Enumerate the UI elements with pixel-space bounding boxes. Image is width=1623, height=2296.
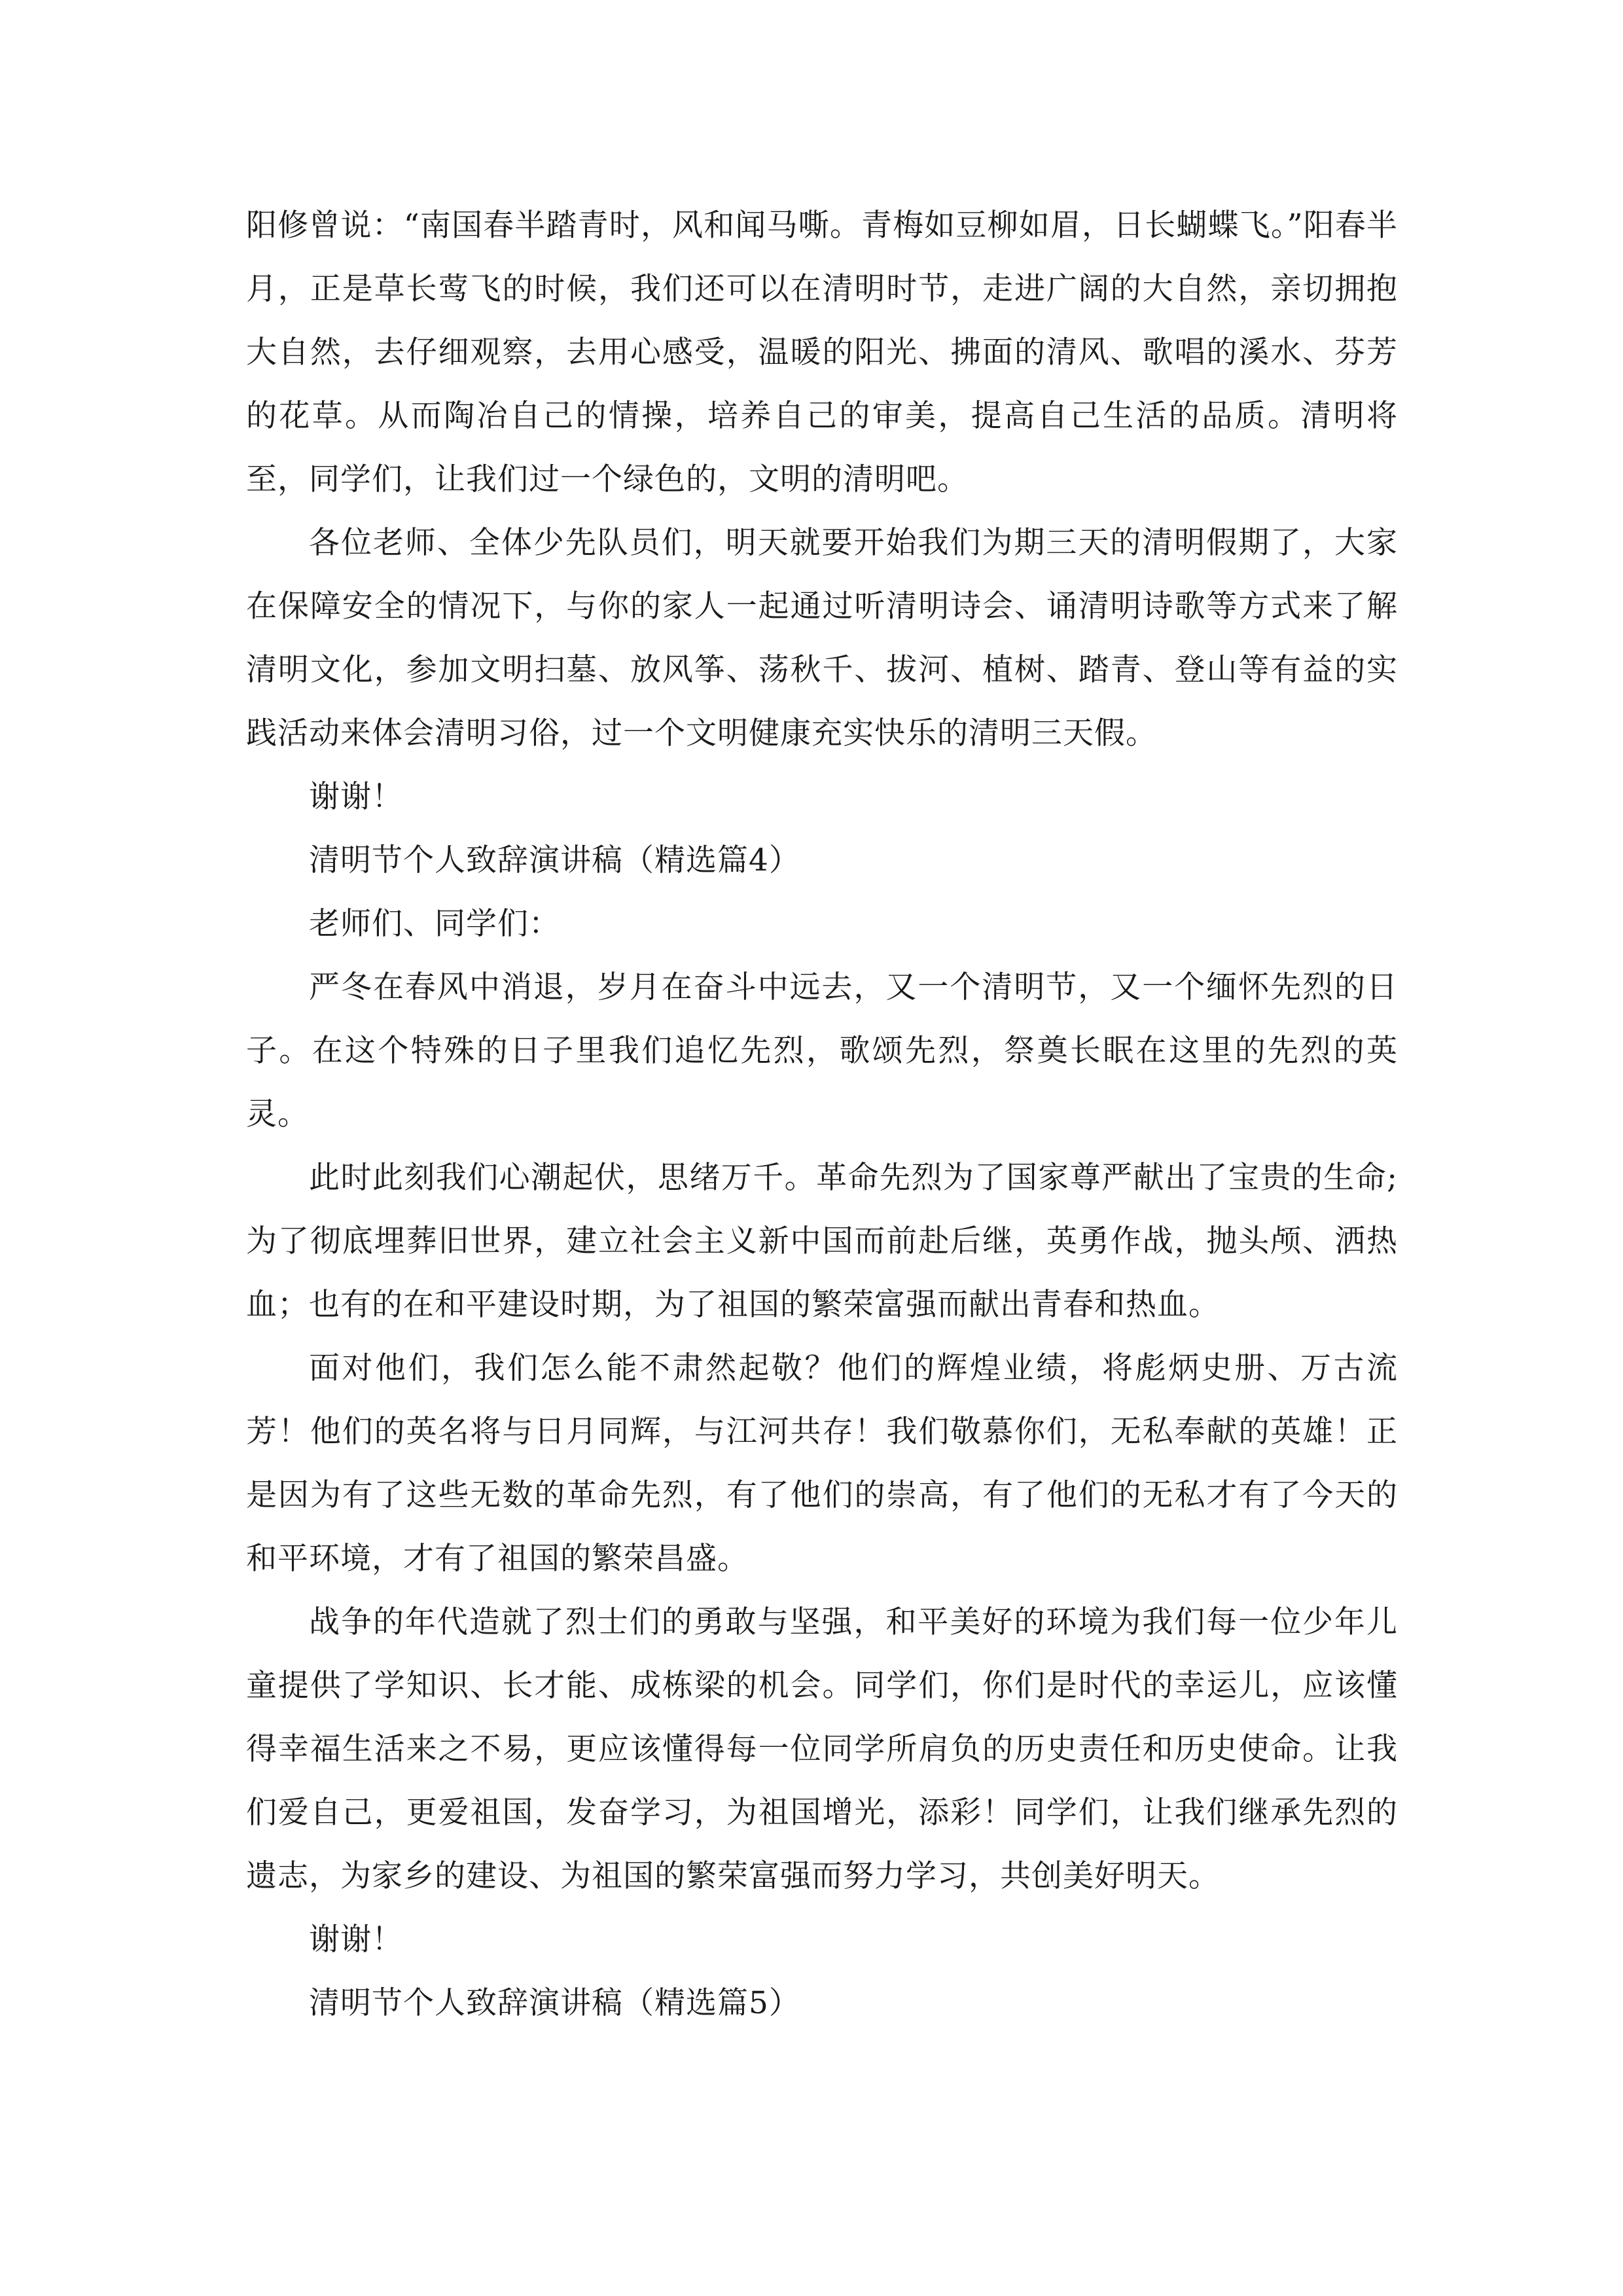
paragraph: 严冬在春风中消退，岁月在奋斗中远去，又一个清明节，又一个缅怀先烈的日子。在这个特殊的日子里我们追忆先烈，歌颂先烈，祭奠长眠在这里的先烈的英灵。 — [246, 969, 1398, 1132]
section-heading: 清明节个人致辞演讲稿（精选篇5） — [309, 1985, 800, 2021]
paragraph: 面对他们，我们怎么能不肃然起敬？他们的辉煌业绩，将彪炳史册、万古流芳！他们的英名将与日月同辉，与江河共存！我们敬慕你们，无私奉献的英雄！正是因为有了这些无数的革命先烈，有了他们的崇高，有了他们的无私才有了今天的和平环境，才有了祖国的繁荣昌盛。 — [246, 1350, 1398, 1577]
closing-thanks: 谢谢！ — [309, 779, 403, 815]
document-body — [246, 194, 1398, 2035]
section-heading: 清明节个人致辞演讲稿（精选篇4） — [309, 842, 800, 878]
salutation: 老师们、同学们： — [309, 906, 560, 942]
paragraph: 战争的年代造就了烈士们的勇敢与坚强，和平美好的环境为我们每一位少年儿童提供了学知识、长才能、成栋梁的机会。同学们，你们是时代的幸运儿，应该懂得幸福生活来之不易，更应该懂得每一位同学所肩负的历史责任和历史使命。让我们爱自己，更爱祖国，发奋学习，为祖国增光，添彩！同学们，让我们继承先烈的遗志，为家乡的建设、为祖国的繁荣富强而努力学习，共创美好明天。 — [246, 1604, 1398, 1894]
paragraph: 各位老师、全体少先队员们，明天就要开始我们为期三天的清明假期了，大家在保障安全的情况下，与你的家人一起通过听清明诗会、诵清明诗歌等方式来了解清明文化，参加文明扫墓、放风筝、荡秋千、拔河、植树、踏青、登山等有益的实践活动来体会清明习俗，过一个文明健康充实快乐的清明三天假。 — [246, 525, 1398, 751]
paragraph: 此时此刻我们心潮起伏，思绪万千。革命先烈为了国家尊严献出了宝贵的生命;为了彻底埋葬旧世界，建立社会主义新中国而前赴后继，英勇作战，抛头颅、洒热血；也有的在和平建设时期，为了祖国的繁荣富强而献出青春和热血。 — [246, 1160, 1398, 1323]
closing-thanks: 谢谢！ — [309, 1922, 403, 1958]
paragraph-continued: 阳修曾说：“南国春半踏青时，风和闻马嘶。青梅如豆柳如眉，日长蝴蝶飞。”阳春半月，正是草长莺飞的时候，我们还可以在清明时节，走进广阔的大自然，亲切拥抱大自然，去仔细观察，去用心感受，温暖的阳光、拂面的清风、歌唱的溪水、芬芳的花草。从而陶冶自己的情操，培养自己的审美，提高自己生活的品质。清明将至，同学们，让我们过一个绿色的，文明的清明吧。 — [246, 207, 1398, 497]
